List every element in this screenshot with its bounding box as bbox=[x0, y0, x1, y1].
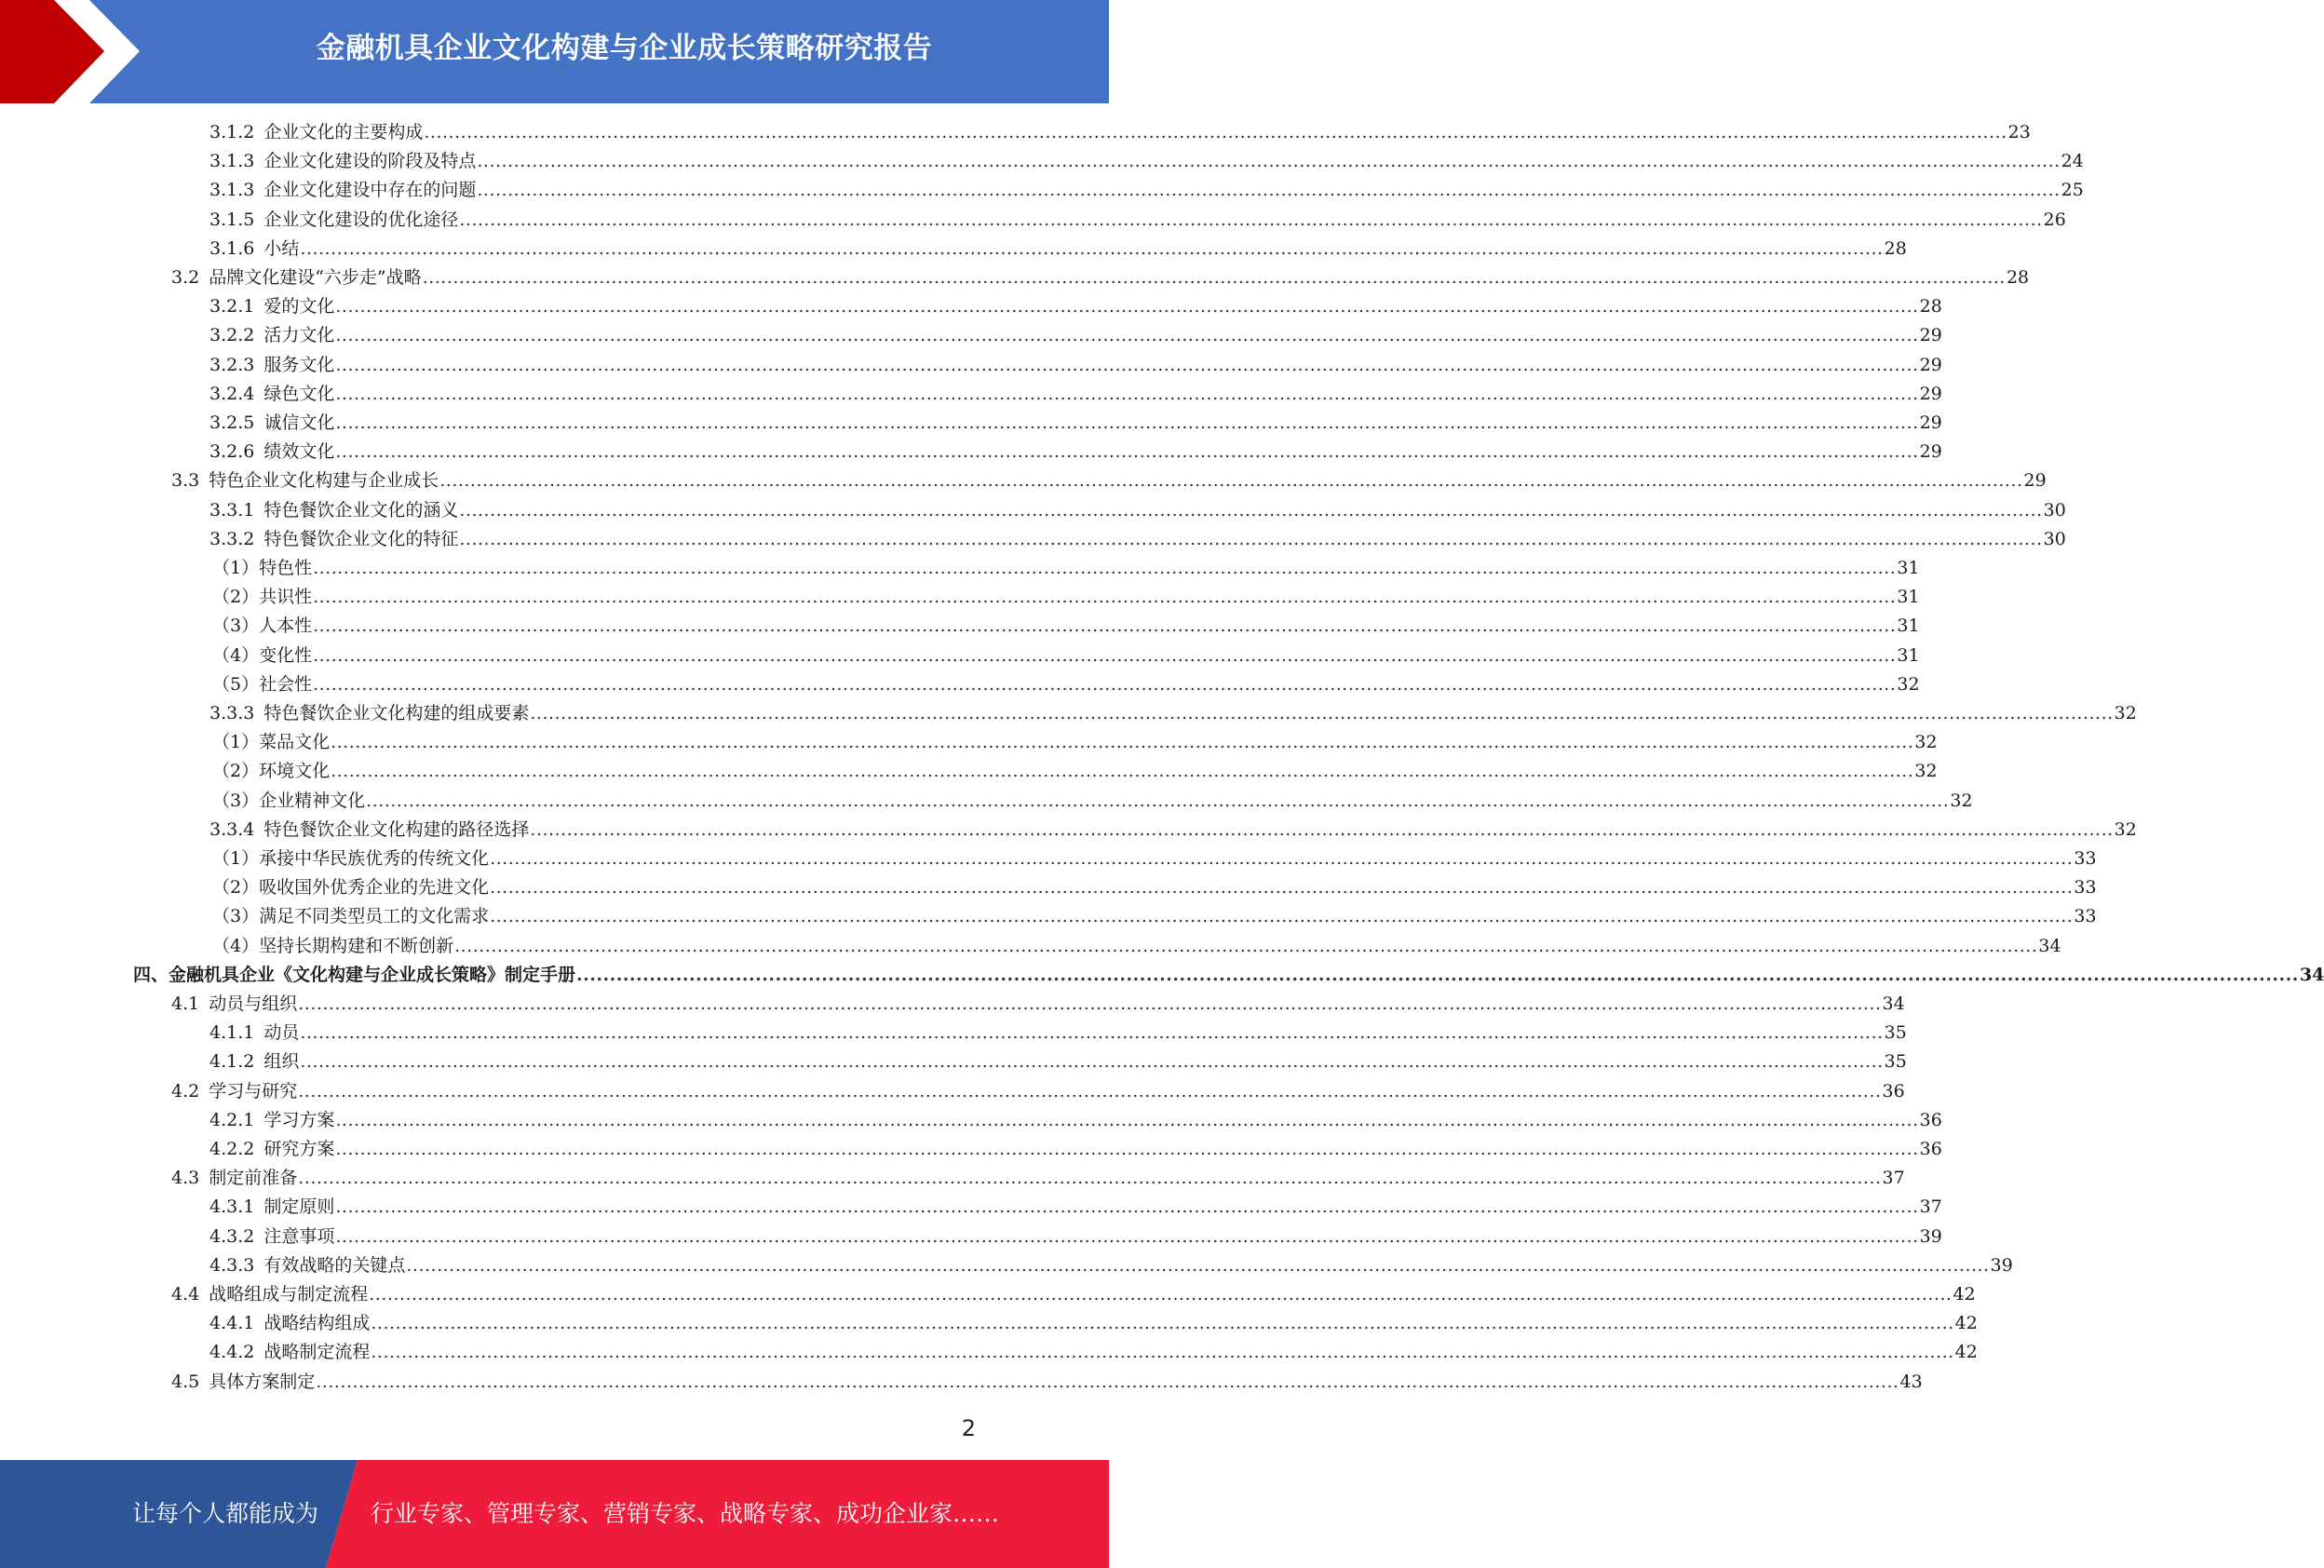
toc-dot-leader: .................................................................................................................................................................................................................................................................... bbox=[335, 441, 1919, 463]
toc-entry-page: 29 bbox=[1919, 354, 1942, 375]
toc-entry-title: （2）环境文化 bbox=[212, 761, 331, 782]
toc-entry-title: 学习方案 bbox=[263, 1109, 335, 1130]
toc-entry-number: 3.1.3 bbox=[209, 180, 255, 201]
toc-entry-title: 四、金融机具企业《文化构建与企业成长策略》制定手册 bbox=[133, 964, 576, 985]
toc-entry[interactable] bbox=[212, 757, 1938, 786]
toc-entry[interactable] bbox=[212, 902, 2097, 931]
toc-entry-number: 3.3.4 bbox=[209, 818, 255, 840]
toc-entry-page: 28 bbox=[2006, 267, 2030, 288]
toc-entry[interactable] bbox=[209, 409, 1942, 438]
toc-entry-title: 制定前准备 bbox=[209, 1168, 298, 1189]
toc-entry-page: 25 bbox=[2061, 180, 2084, 201]
toc-entry-page: 33 bbox=[2074, 877, 2097, 899]
toc-entry-number: 3.2.4 bbox=[209, 383, 255, 404]
toc-entry-title: （4）变化性 bbox=[212, 644, 313, 666]
toc-dot-leader: .................................................................................................................................................................................................................................................................... bbox=[335, 325, 1919, 346]
toc-entry[interactable] bbox=[209, 206, 2066, 235]
toc-entry[interactable] bbox=[209, 1106, 1942, 1135]
toc-dot-leader: .................................................................................................................................................................................................................................................................... bbox=[313, 644, 1897, 666]
toc-entry[interactable] bbox=[212, 932, 2061, 961]
toc-entry-number: 4.4 bbox=[171, 1284, 200, 1304]
toc-entry-page: 31 bbox=[1897, 644, 1920, 666]
toc-dot-leader: .................................................................................................................................................................................................................................................................... bbox=[313, 587, 1897, 608]
toc-entry[interactable] bbox=[133, 961, 2324, 990]
toc-entry-page: 32 bbox=[1897, 673, 1920, 695]
toc-entry[interactable] bbox=[209, 118, 2031, 147]
toc-entry-page: 33 bbox=[2074, 906, 2097, 927]
toc-entry-number: 4.3 bbox=[171, 1168, 200, 1189]
toc-entry[interactable] bbox=[209, 1338, 1978, 1367]
toc-entry-number: 3.1.2 bbox=[209, 122, 255, 142]
toc-entry-page: 37 bbox=[1919, 1196, 1942, 1218]
toc-entry-page: 29 bbox=[1919, 412, 1942, 433]
toc-dot-leader: .................................................................................................................................................................................................................................................................... bbox=[459, 499, 2043, 520]
toc-dot-leader: .................................................................................................................................................................................................................................................................... bbox=[335, 1109, 1919, 1130]
toc-entry[interactable] bbox=[209, 816, 2137, 845]
toc-dot-leader: .................................................................................................................................................................................................................................................................... bbox=[335, 412, 1919, 433]
toc-dot-leader: .................................................................................................................................................................................................................................................................... bbox=[331, 761, 1914, 782]
toc-entry[interactable] bbox=[209, 1048, 1907, 1076]
toc-dot-leader: .................................................................................................................................................................................................................................................................... bbox=[424, 122, 2007, 142]
toc-entry-title: 服务文化 bbox=[263, 354, 335, 375]
toc-entry-page: 32 bbox=[2114, 703, 2137, 723]
toc-entry-number: 3.2.6 bbox=[209, 441, 255, 463]
toc-entry-number: 4.2.1 bbox=[209, 1109, 255, 1130]
toc-entry-title: （5）社会性 bbox=[212, 673, 313, 695]
toc-entry-title: 企业文化建设中存在的问题 bbox=[263, 180, 477, 201]
toc-entry-title: 战略结构组成 bbox=[263, 1313, 371, 1334]
toc-entry-page: 30 bbox=[2043, 499, 2066, 520]
toc-dot-leader: .................................................................................................................................................................................................................................................................... bbox=[369, 1284, 1952, 1304]
toc-dot-leader: .................................................................................................................................................................................................................................................................... bbox=[300, 237, 1884, 259]
toc-entry-page: 23 bbox=[2007, 122, 2031, 142]
toc-entry[interactable] bbox=[209, 496, 2066, 525]
toc-dot-leader: .................................................................................................................................................................................................................................................................... bbox=[530, 703, 2114, 723]
toc-entry-page: 29 bbox=[1919, 325, 1942, 346]
toc-entry-page: 37 bbox=[1882, 1168, 1905, 1189]
toc-entry-page: 35 bbox=[1884, 1022, 1907, 1044]
toc-entry[interactable] bbox=[209, 176, 2084, 205]
toc-dot-leader: .................................................................................................................................................................................................................................................................... bbox=[335, 296, 1919, 318]
toc-dot-leader: .................................................................................................................................................................................................................................................................... bbox=[335, 1196, 1919, 1218]
toc-entry-number: 3.3 bbox=[171, 470, 200, 492]
toc-entry-page: 32 bbox=[2114, 818, 2137, 840]
toc-dot-leader: .................................................................................................................................................................................................................................................................... bbox=[530, 818, 2114, 840]
toc-entry-title: 动员与组织 bbox=[209, 994, 298, 1014]
toc-entry-number: 3.3.2 bbox=[209, 528, 255, 549]
toc-dot-leader: .................................................................................................................................................................................................................................................................... bbox=[371, 1342, 1954, 1363]
toc-entry-number: 3.1.5 bbox=[209, 209, 255, 230]
toc-entry-page: 39 bbox=[1990, 1254, 2013, 1276]
toc-entry-title: （3）企业精神文化 bbox=[212, 790, 366, 811]
toc-dot-leader: .................................................................................................................................................................................................................................................................... bbox=[454, 935, 2038, 956]
toc-dot-leader: .................................................................................................................................................................................................................................................................... bbox=[371, 1313, 1954, 1334]
toc-dot-leader: .................................................................................................................................................................................................................................................................... bbox=[316, 1371, 1899, 1392]
toc-entry-title: 诚信文化 bbox=[263, 412, 335, 433]
toc-entry[interactable] bbox=[209, 1309, 1978, 1338]
toc-entry-number: 4.1 bbox=[171, 994, 200, 1014]
toc-entry-page: 33 bbox=[2074, 848, 2097, 869]
toc-entry-title: 企业文化建设的阶段及特点 bbox=[263, 151, 477, 172]
toc-entry-number: 4.4.2 bbox=[209, 1342, 255, 1363]
toc-entry-title: 学习与研究 bbox=[209, 1080, 298, 1102]
toc-entry-page: 29 bbox=[2023, 470, 2047, 492]
toc-entry[interactable] bbox=[212, 642, 1920, 670]
toc-entry-title: 小结 bbox=[263, 237, 300, 259]
toc-entry-number: 4.2.2 bbox=[209, 1139, 255, 1159]
toc-entry-number: 4.3.2 bbox=[209, 1225, 255, 1247]
toc-entry-title: 研究方案 bbox=[263, 1139, 335, 1159]
toc-entry-number: 3.3.1 bbox=[209, 499, 255, 520]
toc-entry-title: 绩效文化 bbox=[263, 441, 335, 463]
toc-entry-page: 29 bbox=[1919, 383, 1942, 404]
toc-entry[interactable] bbox=[171, 1280, 1976, 1309]
toc-entry-title: 特色餐饮企业文化构建的路径选择 bbox=[263, 818, 530, 840]
toc-entry-title: 品牌文化建设“六步走”战略 bbox=[209, 267, 422, 288]
footer-tagline: 行业专家、管理专家、营销专家、战略专家、成功企业家…… bbox=[371, 1500, 1000, 1527]
toc-entry-page: 30 bbox=[2043, 528, 2066, 549]
toc-entry-number: 3.2 bbox=[171, 267, 200, 288]
toc-entry[interactable] bbox=[212, 583, 1920, 612]
toc-entry[interactable] bbox=[212, 845, 2097, 873]
toc-entry-title: 动员 bbox=[263, 1022, 300, 1044]
toc-entry[interactable] bbox=[171, 466, 2047, 495]
toc-entry-title: 活力文化 bbox=[263, 325, 335, 346]
toc-entry-title: （3）满足不同类型员工的文化需求 bbox=[212, 906, 490, 927]
toc-entry-title: 具体方案制定 bbox=[209, 1371, 316, 1392]
toc-entry[interactable] bbox=[209, 1223, 1942, 1251]
toc-entry[interactable] bbox=[209, 1019, 1907, 1048]
toc-entry-number: 3.2.1 bbox=[209, 296, 255, 318]
toc-entry-title: （4）坚持长期构建和不断创新 bbox=[212, 935, 454, 956]
toc-entry[interactable] bbox=[212, 787, 1973, 816]
toc-dot-leader: .................................................................................................................................................................................................................................................................... bbox=[490, 906, 2074, 927]
toc-entry-page: 32 bbox=[1914, 732, 1938, 753]
toc-entry-page: 36 bbox=[1919, 1109, 1942, 1130]
toc-entry[interactable] bbox=[212, 670, 1920, 699]
toc-entry-number: 3.2.2 bbox=[209, 325, 255, 346]
toc-entry-title: （1）菜品文化 bbox=[212, 732, 331, 753]
toc-dot-leader: .................................................................................................................................................................................................................................................................... bbox=[313, 558, 1897, 578]
toc-entry-number: 3.1.3 bbox=[209, 151, 255, 172]
toc-entry[interactable] bbox=[209, 321, 1942, 350]
toc-entry-number: 3.3.3 bbox=[209, 703, 255, 723]
toc-dot-leader: .................................................................................................................................................................................................................................................................... bbox=[335, 1225, 1919, 1247]
toc-entry[interactable] bbox=[209, 380, 1942, 409]
toc-entry[interactable] bbox=[171, 1164, 1905, 1193]
toc-entry[interactable] bbox=[209, 699, 2137, 728]
footer-slogan: 让每个人都能成为 bbox=[132, 1500, 319, 1527]
toc-entry-title: （2）吸收国外优秀企业的先进文化 bbox=[212, 877, 490, 899]
toc-entry[interactable] bbox=[212, 612, 1920, 641]
toc-dot-leader: .................................................................................................................................................................................................................................................................... bbox=[422, 267, 2006, 288]
toc-entry-title: 组织 bbox=[263, 1051, 300, 1073]
toc-dot-leader: .................................................................................................................................................................................................................................................................... bbox=[313, 673, 1897, 695]
toc-dot-leader: .................................................................................................................................................................................................................................................................... bbox=[298, 1080, 1882, 1102]
toc-dot-leader: .................................................................................................................................................................................................................................................................... bbox=[477, 151, 2061, 172]
toc-entry-title: 爱的文化 bbox=[263, 296, 335, 318]
toc-entry-title: 企业文化建设的优化途径 bbox=[263, 209, 459, 230]
page-footer bbox=[0, 1460, 1109, 1568]
toc-dot-leader: .................................................................................................................................................................................................................................................................... bbox=[459, 528, 2043, 549]
toc-entry-page: 32 bbox=[1914, 761, 1938, 782]
toc-entry[interactable] bbox=[212, 728, 1938, 757]
toc-entry-page: 29 bbox=[1919, 441, 1942, 463]
toc-entry-title: 特色餐饮企业文化构建的组成要素 bbox=[263, 703, 530, 723]
toc-entry-title: （2）共识性 bbox=[212, 587, 313, 608]
toc-dot-leader: .................................................................................................................................................................................................................................................................... bbox=[439, 470, 2023, 492]
toc-entry-title: 企业文化的主要构成 bbox=[263, 122, 424, 142]
toc-entry-title: 特色餐饮企业文化的特征 bbox=[263, 528, 459, 549]
toc-entry-title: 绿色文化 bbox=[263, 383, 335, 404]
toc-dot-leader: .................................................................................................................................................................................................................................................................... bbox=[477, 180, 2061, 201]
toc-dot-leader: .................................................................................................................................................................................................................................................................... bbox=[366, 790, 1950, 811]
toc-entry-number: 4.1.1 bbox=[209, 1022, 255, 1044]
toc-entry[interactable] bbox=[171, 990, 1905, 1019]
toc-entry-page: 34 bbox=[2038, 935, 2061, 956]
toc-entry-number: 4.3.1 bbox=[209, 1196, 255, 1218]
toc-dot-leader: .................................................................................................................................................................................................................................................................... bbox=[331, 732, 1914, 753]
toc-entry-page: 32 bbox=[1950, 790, 1973, 811]
toc-entry-page: 31 bbox=[1897, 615, 1920, 637]
toc-entry-page: 35 bbox=[1884, 1051, 1907, 1073]
toc-entry-page: 34 bbox=[1882, 994, 1905, 1014]
toc-entry[interactable] bbox=[212, 873, 2097, 902]
toc-entry-title: 特色企业文化构建与企业成长 bbox=[209, 470, 439, 492]
toc-dot-leader: .................................................................................................................................................................................................................................................................... bbox=[490, 848, 2074, 869]
toc-entry[interactable] bbox=[209, 525, 2066, 554]
toc-entry[interactable] bbox=[209, 292, 1942, 321]
toc-entry-page: 26 bbox=[2043, 209, 2066, 230]
toc-dot-leader: .................................................................................................................................................................................................................................................................... bbox=[576, 964, 2299, 985]
toc-entry-page: 36 bbox=[1882, 1080, 1905, 1102]
toc-dot-leader: .................................................................................................................................................................................................................................................................... bbox=[313, 615, 1897, 637]
toc-dot-leader: .................................................................................................................................................................................................................................................................... bbox=[300, 1022, 1884, 1044]
toc-entry-number: 4.1.2 bbox=[209, 1051, 255, 1073]
toc-dot-leader: .................................................................................................................................................................................................................................................................... bbox=[459, 209, 2043, 230]
toc-entry[interactable] bbox=[212, 554, 1920, 583]
toc-entry-page: 42 bbox=[1954, 1342, 1978, 1363]
toc-entry[interactable] bbox=[209, 438, 1942, 466]
toc-entry-page: 24 bbox=[2061, 151, 2084, 172]
toc-entry-title: 特色餐饮企业文化的涵义 bbox=[263, 499, 459, 520]
toc-entry[interactable] bbox=[209, 1135, 1942, 1164]
toc-entry-page: 42 bbox=[1954, 1313, 1978, 1334]
toc-dot-leader: .................................................................................................................................................................................................................................................................... bbox=[490, 877, 2074, 899]
toc-entry[interactable] bbox=[209, 1193, 1942, 1222]
toc-dot-leader: .................................................................................................................................................................................................................................................................... bbox=[335, 383, 1919, 404]
toc-entry-title: 战略制定流程 bbox=[263, 1342, 371, 1363]
toc-entry-title: 有效战略的关键点 bbox=[263, 1254, 406, 1276]
toc-dot-leader: .................................................................................................................................................................................................................................................................... bbox=[406, 1254, 1990, 1276]
toc-entry-number: 4.3.3 bbox=[209, 1254, 255, 1276]
toc-dot-leader: .................................................................................................................................................................................................................................................................... bbox=[298, 1168, 1882, 1189]
toc-entry[interactable] bbox=[171, 264, 2030, 292]
toc-entry-page: 31 bbox=[1897, 587, 1920, 608]
toc-entry-page: 34 bbox=[2299, 964, 2324, 985]
toc-dot-leader: .................................................................................................................................................................................................................................................................... bbox=[335, 354, 1919, 375]
toc-entry[interactable] bbox=[171, 1368, 1923, 1397]
report-title: 金融机具企业文化构建与企业成长策略研究报告 bbox=[316, 32, 933, 65]
toc-dot-leader: .................................................................................................................................................................................................................................................................... bbox=[300, 1051, 1884, 1073]
toc-entry-title: 战略组成与制定流程 bbox=[209, 1284, 369, 1304]
toc-entry-page: 42 bbox=[1952, 1284, 1976, 1304]
toc-entry-number: 3.2.3 bbox=[209, 354, 255, 375]
toc-entry-number: 4.4.1 bbox=[209, 1313, 255, 1334]
toc-entry-page: 43 bbox=[1899, 1371, 1923, 1392]
toc-entry[interactable] bbox=[209, 1251, 2013, 1280]
toc-dot-leader: .................................................................................................................................................................................................................................................................... bbox=[298, 994, 1882, 1014]
page-header bbox=[0, 0, 1109, 103]
toc-dot-leader: .................................................................................................................................................................................................................................................................... bbox=[335, 1139, 1919, 1159]
toc-entry-page: 39 bbox=[1919, 1225, 1942, 1247]
toc-entry[interactable] bbox=[209, 235, 1907, 264]
toc-entry-number: 4.5 bbox=[171, 1371, 200, 1392]
toc-entry-number: 3.1.6 bbox=[209, 237, 255, 259]
toc-entry-title: 制定原则 bbox=[263, 1196, 335, 1218]
toc-entry-title: 注意事项 bbox=[263, 1225, 335, 1247]
toc-entry[interactable] bbox=[171, 1077, 1905, 1106]
toc-entry-number: 4.2 bbox=[171, 1080, 200, 1102]
toc-entry[interactable] bbox=[209, 351, 1942, 380]
toc-entry-title: （1）承接中华民族优秀的传统文化 bbox=[212, 848, 490, 869]
toc-entry-title: （3）人本性 bbox=[212, 615, 313, 637]
toc-entry[interactable] bbox=[209, 147, 2084, 176]
toc-entry-number: 3.2.5 bbox=[209, 412, 255, 433]
toc-entry-page: 28 bbox=[1884, 237, 1907, 259]
page-number: 2 bbox=[961, 1415, 976, 1441]
toc-entry-page: 31 bbox=[1897, 558, 1920, 578]
toc-entry-title: （1）特色性 bbox=[212, 558, 313, 578]
toc-entry-page: 36 bbox=[1919, 1139, 1942, 1159]
toc-entry-page: 28 bbox=[1919, 296, 1942, 318]
